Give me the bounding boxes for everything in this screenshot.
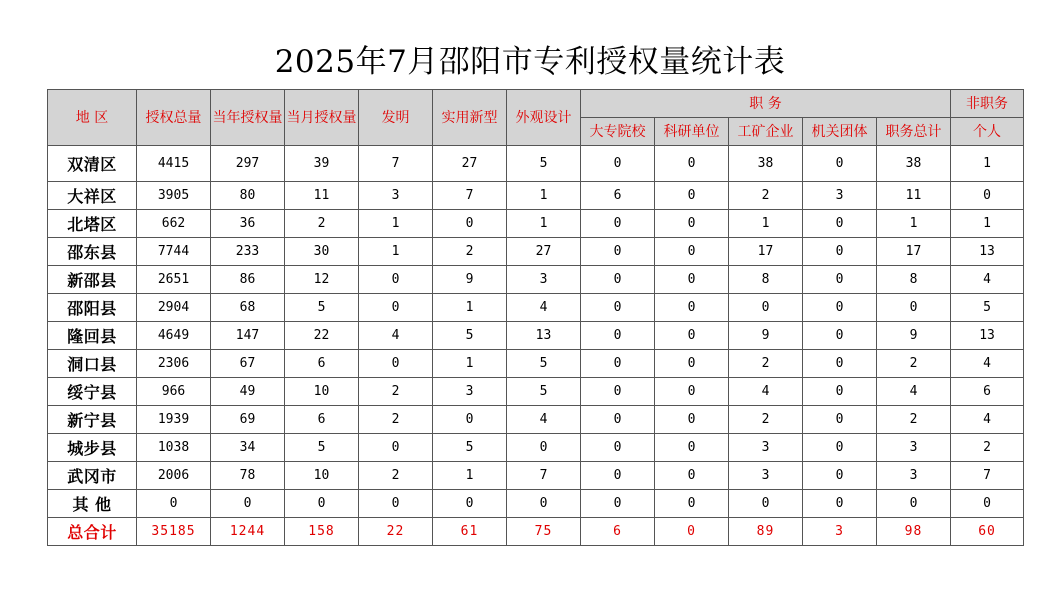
enterprise-cell: 9 (729, 322, 803, 350)
invention-cell: 3 (359, 182, 433, 210)
table-row (48, 322, 1024, 350)
table-row (48, 490, 1024, 518)
research-cell: 0 (655, 238, 729, 266)
individual-cell: 4 (951, 266, 1024, 294)
year-cell: 68 (211, 294, 285, 322)
institution-cell: 0 (803, 350, 877, 378)
year-cell: 34 (211, 434, 285, 462)
total-cell: 2006 (137, 462, 211, 490)
month-cell: 30 (285, 238, 359, 266)
college-cell: 0 (581, 434, 655, 462)
enterprise-cell: 4 (729, 378, 803, 406)
page-title: 2025年7月邵阳市专利授权量统计表 (274, 44, 786, 80)
college-cell: 0 (581, 322, 655, 350)
research-cell: 0 (655, 294, 729, 322)
header-region: 地 区 (48, 90, 137, 146)
year-cell: 297 (211, 146, 285, 182)
individual-cell: 1 (951, 210, 1024, 238)
enterprise-cell: 0 (729, 490, 803, 518)
table-row (48, 350, 1024, 378)
college-cell: 0 (581, 238, 655, 266)
service-total-cell: 2 (877, 406, 951, 434)
service-total-cell: 11 (877, 182, 951, 210)
invention-cell: 4 (359, 322, 433, 350)
patent-statistics-table (47, 89, 1024, 546)
design-cell: 1 (507, 210, 581, 238)
utility-cell: 7 (433, 182, 507, 210)
institution-cell: 0 (803, 238, 877, 266)
individual-cell: 1 (951, 146, 1024, 182)
institution-cell: 0 (803, 322, 877, 350)
total-cell: 0 (137, 490, 211, 518)
enterprise-cell: 89 (729, 518, 803, 546)
research-cell: 0 (655, 322, 729, 350)
header-service-group: 职 务 (581, 90, 951, 118)
year-cell: 69 (211, 406, 285, 434)
invention-cell: 2 (359, 462, 433, 490)
invention-cell: 0 (359, 350, 433, 378)
service-total-cell: 17 (877, 238, 951, 266)
region-cell: 新邵县 (48, 266, 137, 294)
table-row (48, 294, 1024, 322)
service-total-cell: 8 (877, 266, 951, 294)
year-cell: 0 (211, 490, 285, 518)
total-cell: 966 (137, 378, 211, 406)
service-total-cell: 0 (877, 294, 951, 322)
year-cell: 36 (211, 210, 285, 238)
design-cell: 7 (507, 462, 581, 490)
college-cell: 0 (581, 210, 655, 238)
table-row (48, 238, 1024, 266)
service-total-cell: 2 (877, 350, 951, 378)
region-cell: 邵东县 (48, 238, 137, 266)
utility-cell: 1 (433, 350, 507, 378)
utility-cell: 5 (433, 434, 507, 462)
total-cell: 3905 (137, 182, 211, 210)
region-cell: 新宁县 (48, 406, 137, 434)
college-cell: 0 (581, 378, 655, 406)
service-total-cell: 38 (877, 146, 951, 182)
college-cell: 6 (581, 182, 655, 210)
month-cell: 11 (285, 182, 359, 210)
utility-cell: 2 (433, 238, 507, 266)
college-cell: 0 (581, 350, 655, 378)
enterprise-cell: 17 (729, 238, 803, 266)
service-total-cell: 1 (877, 210, 951, 238)
research-cell: 0 (655, 210, 729, 238)
invention-cell: 1 (359, 238, 433, 266)
total-row (48, 518, 1024, 546)
individual-cell: 60 (951, 518, 1024, 546)
utility-cell: 9 (433, 266, 507, 294)
individual-cell: 4 (951, 406, 1024, 434)
total-cell: 2306 (137, 350, 211, 378)
utility-cell: 0 (433, 490, 507, 518)
year-cell: 67 (211, 350, 285, 378)
service-total-cell: 98 (877, 518, 951, 546)
enterprise-cell: 3 (729, 462, 803, 490)
invention-cell: 2 (359, 378, 433, 406)
invention-cell: 2 (359, 406, 433, 434)
service-total-cell: 3 (877, 462, 951, 490)
region-cell: 隆回县 (48, 322, 137, 350)
month-cell: 6 (285, 350, 359, 378)
header-non-service-group: 非职务 (951, 90, 1024, 118)
design-cell: 1 (507, 182, 581, 210)
research-cell: 0 (655, 182, 729, 210)
region-cell: 邵阳县 (48, 294, 137, 322)
year-cell: 1244 (211, 518, 285, 546)
service-total-cell: 9 (877, 322, 951, 350)
region-cell: 洞口县 (48, 350, 137, 378)
year-cell: 147 (211, 322, 285, 350)
region-cell: 其 他 (48, 490, 137, 518)
region-cell: 绥宁县 (48, 378, 137, 406)
total-cell: 1038 (137, 434, 211, 462)
research-cell: 0 (655, 518, 729, 546)
individual-cell: 0 (951, 490, 1024, 518)
year-cell: 49 (211, 378, 285, 406)
research-cell: 0 (655, 350, 729, 378)
total-cell: 7744 (137, 238, 211, 266)
institution-cell: 3 (803, 182, 877, 210)
invention-cell: 0 (359, 294, 433, 322)
header-design: 外观设计 (507, 90, 581, 146)
total-cell: 4415 (137, 146, 211, 182)
research-cell: 0 (655, 266, 729, 294)
month-cell: 10 (285, 462, 359, 490)
enterprise-cell: 8 (729, 266, 803, 294)
year-cell: 80 (211, 182, 285, 210)
college-cell: 0 (581, 266, 655, 294)
utility-cell: 1 (433, 294, 507, 322)
design-cell: 5 (507, 350, 581, 378)
table-body (48, 146, 1024, 546)
region-cell: 武冈市 (48, 462, 137, 490)
design-cell: 13 (507, 322, 581, 350)
table-row (48, 146, 1024, 182)
individual-cell: 2 (951, 434, 1024, 462)
table-row (48, 406, 1024, 434)
individual-cell: 7 (951, 462, 1024, 490)
utility-cell: 61 (433, 518, 507, 546)
header-institution: 机关团体 (803, 118, 877, 146)
header-enterprise: 工矿企业 (729, 118, 803, 146)
enterprise-cell: 2 (729, 182, 803, 210)
month-cell: 39 (285, 146, 359, 182)
table-row (48, 182, 1024, 210)
design-cell: 3 (507, 266, 581, 294)
utility-cell: 0 (433, 406, 507, 434)
region-cell: 大祥区 (48, 182, 137, 210)
month-cell: 10 (285, 378, 359, 406)
institution-cell: 0 (803, 146, 877, 182)
institution-cell: 0 (803, 406, 877, 434)
enterprise-cell: 38 (729, 146, 803, 182)
month-cell: 5 (285, 434, 359, 462)
institution-cell: 3 (803, 518, 877, 546)
region-cell: 总合计 (48, 518, 137, 546)
research-cell: 0 (655, 490, 729, 518)
month-cell: 158 (285, 518, 359, 546)
header-invention: 发明 (359, 90, 433, 146)
invention-cell: 0 (359, 266, 433, 294)
institution-cell: 0 (803, 210, 877, 238)
total-cell: 2651 (137, 266, 211, 294)
year-cell: 233 (211, 238, 285, 266)
research-cell: 0 (655, 462, 729, 490)
enterprise-cell: 2 (729, 406, 803, 434)
enterprise-cell: 0 (729, 294, 803, 322)
invention-cell: 22 (359, 518, 433, 546)
college-cell: 0 (581, 146, 655, 182)
institution-cell: 0 (803, 462, 877, 490)
year-cell: 86 (211, 266, 285, 294)
service-total-cell: 0 (877, 490, 951, 518)
design-cell: 4 (507, 406, 581, 434)
header-month: 当月授权量 (285, 90, 359, 146)
institution-cell: 0 (803, 434, 877, 462)
design-cell: 5 (507, 378, 581, 406)
enterprise-cell: 1 (729, 210, 803, 238)
total-cell: 1939 (137, 406, 211, 434)
year-cell: 78 (211, 462, 285, 490)
institution-cell: 0 (803, 490, 877, 518)
total-cell: 2904 (137, 294, 211, 322)
individual-cell: 5 (951, 294, 1024, 322)
utility-cell: 5 (433, 322, 507, 350)
college-cell: 0 (581, 462, 655, 490)
utility-cell: 0 (433, 210, 507, 238)
header-total: 授权总量 (137, 90, 211, 146)
utility-cell: 27 (433, 146, 507, 182)
institution-cell: 0 (803, 294, 877, 322)
research-cell: 0 (655, 406, 729, 434)
individual-cell: 13 (951, 322, 1024, 350)
header-utility: 实用新型 (433, 90, 507, 146)
design-cell: 0 (507, 434, 581, 462)
month-cell: 6 (285, 406, 359, 434)
region-cell: 双清区 (48, 146, 137, 182)
college-cell: 6 (581, 518, 655, 546)
header-research: 科研单位 (655, 118, 729, 146)
total-cell: 4649 (137, 322, 211, 350)
service-total-cell: 4 (877, 378, 951, 406)
design-cell: 4 (507, 294, 581, 322)
table-row (48, 434, 1024, 462)
table-row (48, 266, 1024, 294)
individual-cell: 13 (951, 238, 1024, 266)
header-individual: 个人 (951, 118, 1024, 146)
table-row (48, 210, 1024, 238)
header-college: 大专院校 (581, 118, 655, 146)
enterprise-cell: 3 (729, 434, 803, 462)
month-cell: 5 (285, 294, 359, 322)
design-cell: 5 (507, 146, 581, 182)
month-cell: 0 (285, 490, 359, 518)
invention-cell: 1 (359, 210, 433, 238)
design-cell: 27 (507, 238, 581, 266)
design-cell: 75 (507, 518, 581, 546)
service-total-cell: 3 (877, 434, 951, 462)
month-cell: 2 (285, 210, 359, 238)
utility-cell: 1 (433, 462, 507, 490)
total-cell: 35185 (137, 518, 211, 546)
college-cell: 0 (581, 406, 655, 434)
research-cell: 0 (655, 146, 729, 182)
design-cell: 0 (507, 490, 581, 518)
month-cell: 12 (285, 266, 359, 294)
table-row (48, 462, 1024, 490)
institution-cell: 0 (803, 378, 877, 406)
research-cell: 0 (655, 434, 729, 462)
institution-cell: 0 (803, 266, 877, 294)
header-year: 当年授权量 (211, 90, 285, 146)
individual-cell: 4 (951, 350, 1024, 378)
invention-cell: 0 (359, 490, 433, 518)
region-cell: 城步县 (48, 434, 137, 462)
enterprise-cell: 2 (729, 350, 803, 378)
individual-cell: 6 (951, 378, 1024, 406)
research-cell: 0 (655, 378, 729, 406)
total-cell: 662 (137, 210, 211, 238)
month-cell: 22 (285, 322, 359, 350)
individual-cell: 0 (951, 182, 1024, 210)
college-cell: 0 (581, 490, 655, 518)
region-cell: 北塔区 (48, 210, 137, 238)
header-service-total: 职务总计 (877, 118, 951, 146)
utility-cell: 3 (433, 378, 507, 406)
invention-cell: 0 (359, 434, 433, 462)
college-cell: 0 (581, 294, 655, 322)
table-row (48, 378, 1024, 406)
invention-cell: 7 (359, 146, 433, 182)
